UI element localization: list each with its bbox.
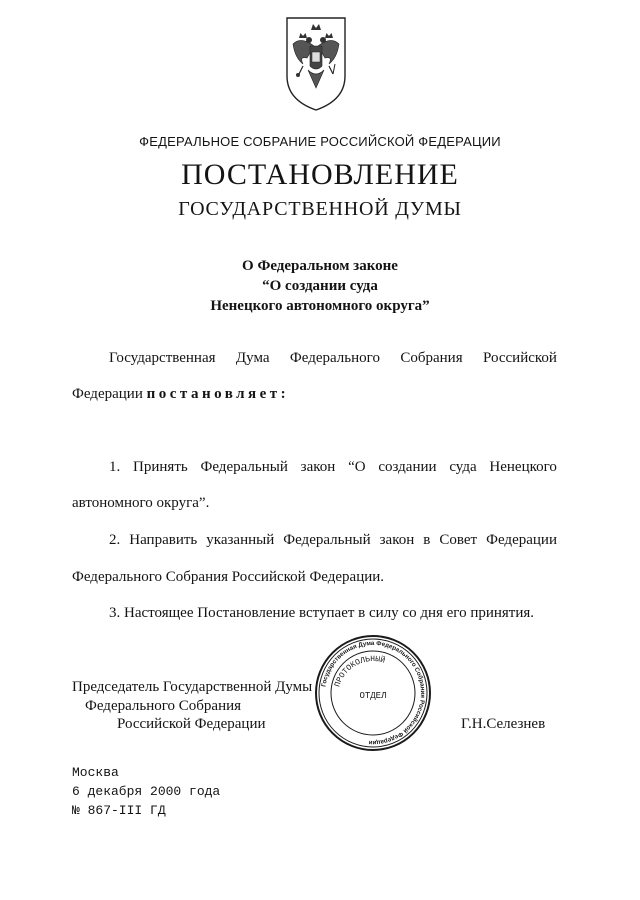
subject-line-1: О Федеральном законе: [242, 258, 398, 274]
item-word: Совет: [439, 532, 478, 548]
item-word: Федерации: [486, 532, 557, 548]
organization-heading: ФЕДЕРАЛЬНОЕ СОБРАНИЕ РОССИЙСКОЙ ФЕДЕРАЦИИ: [139, 134, 501, 149]
preamble-word: Российской: [483, 350, 557, 366]
item-word: указанный: [206, 532, 275, 548]
item-word: создании: [378, 459, 437, 475]
preamble-word: Собрания: [400, 350, 463, 366]
item-word: Федеральный: [200, 459, 288, 475]
item-word: 2.: [109, 532, 121, 548]
resolves-word: постановляет:: [146, 386, 290, 402]
item-word: в: [423, 532, 431, 548]
signatory-title-line-1: Председатель Государственной Думы: [72, 679, 313, 695]
stamp-inner-text: ПРОТОКОЛЬНЫЙ: [333, 654, 386, 689]
item-word: Принять: [133, 459, 188, 475]
item-word: “О: [348, 459, 366, 475]
item-2-line-2: Федерального Собрания Российской Федерации.: [72, 569, 385, 585]
subject-line-3: Ненецкого автономного округа”: [210, 298, 430, 314]
item-word: Направить: [129, 532, 198, 548]
preamble-prefix: Федерации: [72, 386, 143, 402]
item-word: 1.: [109, 459, 121, 475]
preamble-line-1: [109, 350, 557, 367]
footer-number: № 867-III ГД: [72, 803, 166, 818]
coat-of-arms-emblem: [281, 14, 351, 114]
item-word: закон: [300, 459, 336, 475]
official-round-stamp: [314, 634, 432, 752]
preamble-word: Дума: [235, 350, 270, 366]
footer-city: Москва: [72, 765, 119, 780]
signatory-title-line-2: Федерального Собрания: [85, 698, 242, 714]
item-1-line-1: [109, 459, 557, 476]
stamp-center-text: ОТДЕЛ: [359, 691, 387, 701]
preamble-word: Государственная: [109, 350, 216, 366]
preamble-line-2: [72, 386, 289, 403]
signatory-name: Г.Н.Селезнев: [461, 716, 546, 732]
item-1-line-2: автономного округа”.: [72, 495, 210, 511]
item-word: Ненецкого: [489, 459, 557, 475]
document-issuer: ГОСУДАРСТВЕННОЙ ДУМЫ: [178, 198, 462, 220]
item-word: суда: [449, 459, 477, 475]
item-3: 3. Настоящее Постановление вступает в силу со дня его принятия.: [109, 605, 535, 621]
item-2-line-1: [109, 532, 557, 549]
item-word: Федеральный: [283, 532, 371, 548]
signatory-title-line-3: Российской Федерации: [117, 716, 266, 732]
item-word: закон: [379, 532, 415, 548]
stamp-outer-text: Государственная Дума Федерального Собрания Российской Федерации: [320, 639, 427, 747]
footer-date: 6 декабря 2000 года: [72, 784, 221, 799]
subject-line-2: “О создании суда: [262, 278, 378, 294]
preamble-word: Федерального: [289, 350, 380, 366]
document-type-title: ПОСТАНОВЛЕНИЕ: [181, 158, 459, 191]
